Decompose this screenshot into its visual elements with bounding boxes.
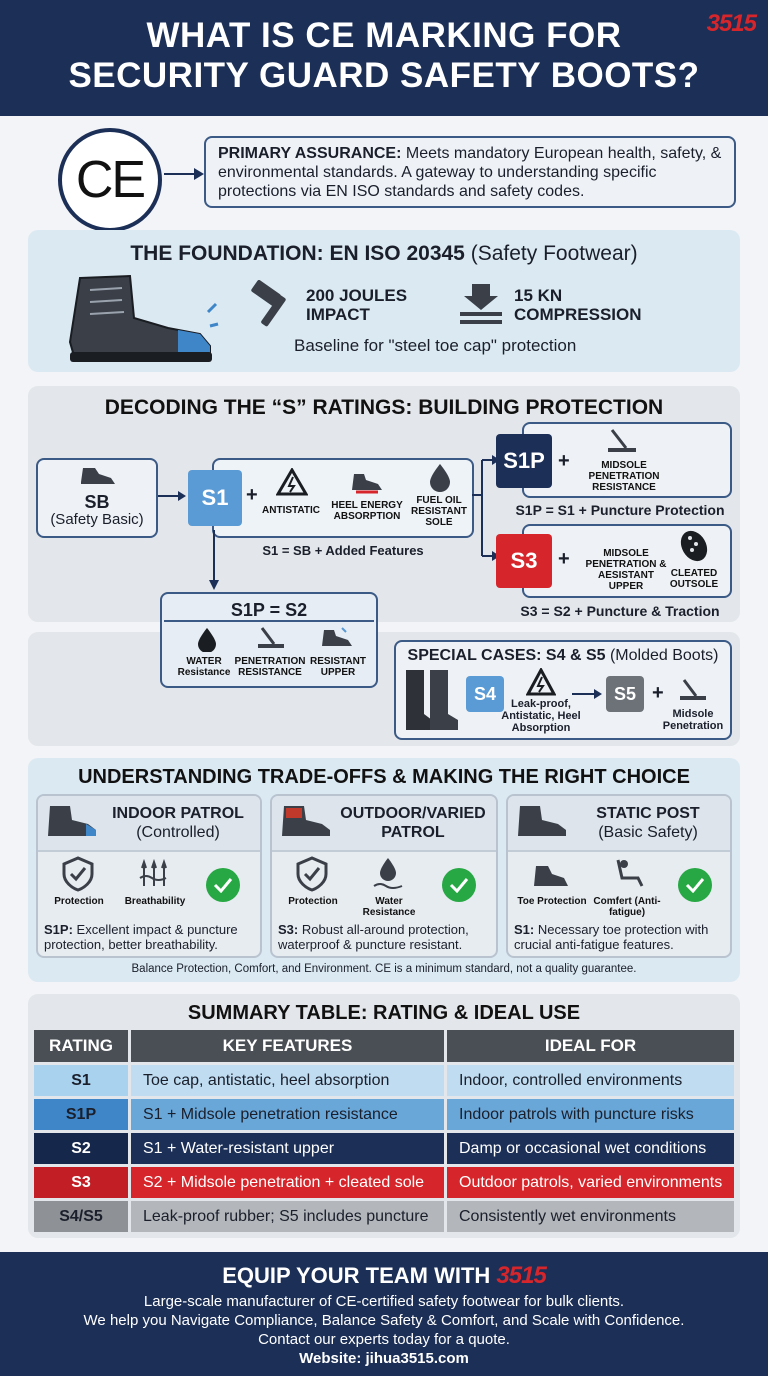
brand-logo: 3515	[706, 10, 756, 37]
rating-cell: S4/S5	[34, 1201, 128, 1232]
summary-table	[34, 1030, 734, 1235]
antistatic-icon	[526, 668, 556, 696]
outdoor-patrol-heading	[330, 804, 496, 842]
shoe-icon	[77, 464, 117, 488]
indoor-patrol-heading	[96, 804, 260, 842]
ce-assurance-label: PRIMARY ASSURANCE:	[218, 145, 402, 162]
comfort-seat-icon	[612, 856, 644, 890]
column-header: IDEAL FOR	[447, 1030, 734, 1062]
footer-line-2: We help you Navigate Compliance, Balance Safety & Comfort, and Scale with Confidence.	[83, 1312, 685, 1329]
card-desc: Excellent impact & puncture protection, better breathability.	[44, 922, 238, 952]
s4-rating-tile: S4	[466, 676, 504, 712]
water-drop-icon	[196, 626, 218, 652]
s4-features-text: Leak-proof, Antistatic, Heel Absorption	[501, 698, 581, 734]
decoding-title: DECODING THE “S” RATINGS: BUILDING PROTECTION	[104, 396, 664, 419]
penetration-icon	[678, 676, 708, 704]
heel-absorption-icon	[348, 470, 384, 496]
card-title: OUTDOOR/VARIED	[340, 805, 486, 822]
s3-caption: S3 = S2 + Puncture & Traction	[520, 603, 720, 619]
compression-icon	[456, 282, 506, 326]
card-description	[514, 922, 728, 952]
ce-assurance-text: Meets mandatory European health, safety, & environmental standards. A gateway to understanding specific protections via EN ISO standards and safety codes.	[218, 145, 722, 200]
table-row	[34, 1133, 734, 1164]
rating-cell: S1P	[34, 1099, 128, 1130]
impact-value: 200 JOULES	[306, 286, 408, 305]
page-title	[0, 0, 768, 96]
divider	[164, 620, 374, 622]
toe-protection-icon	[530, 860, 570, 890]
arrow-right-icon	[162, 164, 206, 184]
ce-mark-icon	[58, 128, 162, 232]
ideal-cell: Indoor, controlled environments	[447, 1065, 734, 1096]
card-title: INDOOR PATROL	[112, 805, 244, 822]
resistant-upper-icon	[318, 626, 354, 652]
s5-features-text: Midsole Penetration	[662, 708, 724, 732]
plus-sign: +	[558, 450, 570, 472]
title-line-2: SECURITY GUARD SAFETY BOOTS?	[68, 56, 700, 95]
table-row	[34, 1099, 734, 1130]
summary-title: SUMMARY TABLE: RATING & IDEAL USE	[187, 1002, 581, 1024]
footer-brand-logo: 3515	[496, 1262, 546, 1289]
arrow-right-icon	[572, 686, 604, 702]
indoor-boot-icon	[44, 802, 100, 840]
s2-feature-water: WATER Resistance	[177, 656, 231, 678]
s2-feature-upper: RESISTANT UPPER	[310, 656, 366, 678]
features-cell: Leak-proof rubber; S5 includes puncture	[131, 1201, 444, 1232]
special-cases-title	[396, 647, 730, 665]
sb-name: (Safety Basic)	[50, 511, 144, 528]
s1p-feature-label: MIDSOLE PENETRATION RESISTANCE	[588, 460, 660, 493]
card-desc: Robust all-around protection, waterproof & puncture resistant.	[278, 922, 469, 952]
card-feature-2: Breathability	[124, 896, 186, 907]
s3-rating-tile: S3	[496, 534, 552, 588]
s1p-caption: S1P = S1 + Puncture Protection	[515, 502, 725, 518]
arrow-down-icon	[206, 530, 222, 592]
compression-value: 15 KN	[514, 286, 563, 305]
static-post-heading	[566, 804, 730, 842]
antistatic-icon	[276, 468, 308, 496]
tradeoffs-note: Balance Protection, Comfort, and Environment. CE is a minimum standard, not a quality guarantee.	[131, 963, 637, 975]
s1-caption: S1 = SB + Added Features	[262, 543, 424, 558]
rating-cell: S1	[34, 1065, 128, 1096]
sb-code: SB	[84, 492, 110, 512]
s1-rating-tile: S1	[188, 470, 242, 526]
page-footer	[0, 1252, 768, 1376]
ce-mark-text: CE	[75, 151, 145, 209]
rubber-boots-icon	[402, 668, 460, 732]
shield-check-icon	[62, 856, 94, 892]
card-code: S1:	[514, 922, 535, 937]
foundation-panel	[28, 230, 740, 372]
foundation-title-bold: THE FOUNDATION: EN ISO 20345	[130, 242, 465, 265]
rating-cell: S2	[34, 1133, 128, 1164]
cleated-outsole-icon	[674, 528, 714, 564]
heel-absorption-label: HEEL ENERGY ABSORPTION	[331, 500, 403, 522]
special-title-bold: SPECIAL CASES: S4 & S5	[407, 647, 606, 664]
card-subtitle: (Basic Safety)	[598, 824, 698, 841]
foundation-title-normal: (Safety Footwear)	[470, 242, 638, 265]
outdoor-boot-icon	[278, 802, 334, 840]
s3-feature-label-2: CLEATED OUTSOLE	[669, 568, 719, 590]
foundation-caption: Baseline for "steel toe cap" protection	[294, 336, 577, 355]
page-header	[0, 0, 768, 116]
checkmark-icon	[442, 868, 476, 902]
footer-line-1: Large-scale manufacturer of CE-certified safety footwear for bulk clients.	[143, 1293, 625, 1310]
ideal-cell: Consistently wet environments	[447, 1201, 734, 1232]
fuel-drop-icon	[428, 462, 452, 492]
column-header: KEY FEATURES	[131, 1030, 444, 1062]
ideal-cell: Outdoor patrols, varied environments	[447, 1167, 734, 1198]
card-subtitle: PATROL	[381, 824, 445, 841]
table-row	[34, 1167, 734, 1198]
features-cell: Toe cap, antistatic, heel absorption	[131, 1065, 444, 1096]
card-description	[44, 922, 258, 952]
ideal-cell: Indoor patrols with puncture risks	[447, 1099, 734, 1130]
s3-feature-label-1: MIDSOLE PENETRATION & AESISTANT UPPER	[585, 548, 667, 592]
antistatic-label: ANTISTATIC	[262, 505, 320, 516]
footer-heading	[0, 1252, 768, 1290]
hammer-icon	[248, 280, 298, 328]
card-feature-1: Protection	[54, 896, 104, 907]
special-title-normal: (Molded Boots)	[609, 647, 719, 664]
card-subtitle: (Controlled)	[136, 824, 220, 841]
s5-rating-tile: S5	[606, 676, 644, 712]
features-cell: S1 + Midsole penetration resistance	[131, 1099, 444, 1130]
nail-penetration-icon	[606, 426, 638, 456]
compression-spec	[514, 286, 642, 324]
plus-sign: +	[652, 682, 664, 704]
table-row	[34, 1065, 734, 1096]
title-line-1: WHAT IS CE MARKING FOR	[146, 16, 622, 55]
card-title: STATIC POST	[596, 805, 700, 822]
checkmark-icon	[678, 868, 712, 902]
footer-line-3: Contact our experts today for a quote.	[258, 1331, 510, 1348]
breathability-icon	[138, 856, 172, 890]
card-code: S1P:	[44, 922, 73, 937]
water-resistance-icon	[372, 856, 404, 890]
impact-label: IMPACT	[306, 305, 370, 324]
card-feature-2: Comfert (Anti-fatigue)	[593, 896, 661, 918]
card-code: S3:	[278, 922, 299, 937]
ce-assurance-box	[204, 136, 736, 208]
s2-feature-penetration: PENETRATION RESISTANCE	[234, 656, 306, 678]
footer-heading-text: EQUIP YOUR TEAM WITH	[222, 1263, 491, 1288]
table-row	[34, 1201, 734, 1232]
compression-label: COMPRESSION	[514, 305, 642, 324]
footer-website-link[interactable]: Website: jihua3515.com	[299, 1350, 469, 1367]
foundation-title	[28, 242, 740, 266]
card-feature-2: Water Resistance	[362, 896, 416, 918]
s1p-rating-tile: S1P	[496, 434, 552, 488]
plus-sign: +	[558, 548, 570, 570]
sb-rating-card	[36, 458, 158, 538]
column-header: RATING	[34, 1030, 128, 1062]
card-desc: Necessary toe protection with crucial anti-fatigue features.	[514, 922, 709, 952]
ideal-cell: Damp or occasional wet conditions	[447, 1133, 734, 1164]
impact-spec	[306, 286, 407, 324]
safety-boot-icon	[60, 272, 220, 366]
fuel-oil-label: FUEL OIL RESISTANT SOLE	[411, 495, 467, 528]
card-feature-1: Protection	[288, 896, 338, 907]
features-cell: S1 + Water-resistant upper	[131, 1133, 444, 1164]
checkmark-icon	[206, 868, 240, 902]
penetration-icon	[256, 624, 286, 652]
s2-title: S1P = S2	[230, 600, 308, 620]
rating-cell: S3	[34, 1167, 128, 1198]
card-description	[278, 922, 494, 952]
table-header-row	[34, 1030, 734, 1062]
shield-check-icon	[296, 856, 328, 892]
features-cell: S2 + Midsole penetration + cleated sole	[131, 1167, 444, 1198]
card-feature-1: Toe Protection	[517, 896, 587, 907]
tradeoffs-title: UNDERSTANDING TRADE-OFFS & MAKING THE RIGHT CHOICE	[78, 766, 690, 788]
plus-sign: +	[246, 484, 258, 506]
arrow-right-icon	[158, 488, 188, 504]
static-boot-icon	[514, 802, 570, 840]
